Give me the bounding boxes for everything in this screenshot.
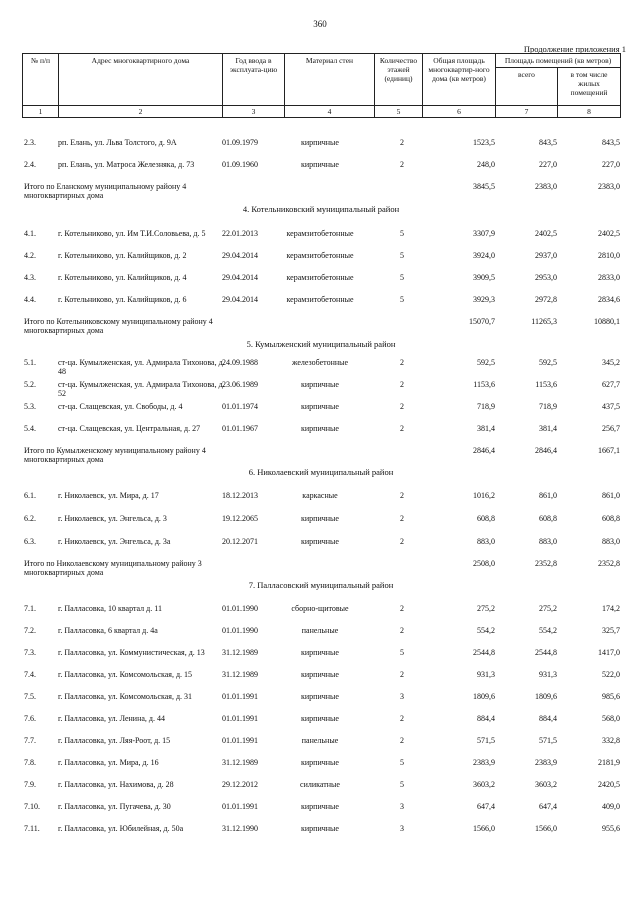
subtotal-premises-all: 2846,4	[535, 446, 557, 455]
row-floors: 2	[400, 514, 404, 523]
row-address: ст-ца. Слащевская, ул. Свободы, д. 4	[58, 402, 183, 411]
row-premises-living: 627,7	[602, 380, 620, 389]
table-row	[22, 604, 620, 626]
subtotal-premises-all: 11265,3	[531, 317, 557, 326]
row-year: 01.01.1991	[222, 714, 258, 723]
row-premises-all: 647,4	[539, 802, 557, 811]
row-material: керамзитобетонные	[286, 273, 354, 282]
subtotal-premises-all: 2352,8	[535, 559, 557, 568]
row-number: 7.3.	[24, 648, 36, 657]
row-address: ст-ца. Кумылженская, ул. Адмирала Тихонова, д. 52	[58, 380, 225, 398]
row-premises-all: 2937,0	[535, 251, 557, 260]
row-number: 7.8.	[24, 758, 36, 767]
row-premises-all: 2544,8	[535, 648, 557, 657]
row-year: 01.01.1974	[222, 402, 258, 411]
row-number: 7.9.	[24, 780, 36, 789]
table-row	[22, 424, 620, 446]
row-premises-all: 381,4	[539, 424, 557, 433]
row-address: г. Палласовка, ул. Юбилейная, д. 50а	[58, 824, 184, 833]
row-number: 2.4.	[24, 160, 36, 169]
row-number: 7.11.	[24, 824, 40, 833]
row-total-area: 571,5	[477, 736, 495, 745]
row-premises-living: 522,0	[602, 670, 620, 679]
row-address: г. Котельниково, ул. Калийщиков, д. 4	[58, 273, 187, 282]
row-number: 5.1.	[24, 358, 36, 367]
row-premises-all: 608,8	[539, 514, 557, 523]
row-total-area: 3924,0	[473, 251, 495, 260]
row-premises-all: 571,5	[539, 736, 557, 745]
row-total-area: 718,9	[477, 402, 495, 411]
row-address: г. Палласовка, ул. Ленина, д. 44	[58, 714, 165, 723]
subtotal-label: Итого по Еланскому муниципальному району 4 многоквартирных дома	[24, 182, 187, 200]
row-premises-living: 2834,6	[598, 295, 620, 304]
row-premises-living: 2810,0	[598, 251, 620, 260]
row-address: г. Николаевск, ул. Энгельса, д. 3	[58, 514, 167, 523]
subtotal-premises-all: 2383,0	[535, 182, 557, 191]
row-floors: 5	[400, 758, 404, 767]
row-material: кирпичные	[301, 758, 339, 767]
row-material: кирпичные	[301, 514, 339, 523]
row-year: 31.12.1989	[222, 670, 258, 679]
row-premises-all: 227,0	[539, 160, 557, 169]
row-premises-living: 2420,5	[598, 780, 620, 789]
row-number: 7.6.	[24, 714, 36, 723]
row-total-area: 381,4	[477, 424, 495, 433]
row-material: панельные	[301, 626, 339, 635]
row-total-area: 3603,2	[473, 780, 495, 789]
row-number: 4.4.	[24, 295, 36, 304]
header-num: 1	[23, 106, 59, 118]
row-address: г. Палласовка, ул. Комсомольская, д. 31	[58, 692, 193, 701]
row-total-area: 3929,3	[473, 295, 495, 304]
row-material: кирпичные	[301, 160, 339, 169]
row-address: г. Палласовка, ул. Нахимова, д. 28	[58, 780, 174, 789]
table-row	[22, 736, 620, 758]
row-address: г. Котельниково, ул. Им Т.И.Соловьева, д. 5	[58, 229, 206, 238]
section-heading: 7. Палласовский муниципальный район	[248, 580, 394, 590]
row-floors: 2	[400, 537, 404, 546]
subtotal-total-area: 2508,0	[473, 559, 495, 568]
row-material: кирпичные	[301, 537, 339, 546]
row-premises-living: 2402,5	[598, 229, 620, 238]
table-row	[22, 138, 620, 160]
section-heading: 4. Котельниковский муниципальный район	[242, 204, 400, 214]
table-row	[22, 824, 620, 846]
row-premises-all: 2402,5	[535, 229, 557, 238]
row-material: силикатные	[300, 780, 340, 789]
row-material: керамзитобетонные	[286, 229, 354, 238]
row-address: г. Котельниково, ул. Калийщиков, д. 6	[58, 295, 187, 304]
row-floors: 5	[400, 229, 404, 238]
header-num: 7	[496, 106, 558, 118]
section-heading: 5. Кумылженский муниципальный район	[246, 339, 396, 349]
row-year: 01.01.1991	[222, 692, 258, 701]
row-premises-living: 332,8	[602, 736, 620, 745]
row-premises-all: 884,4	[539, 714, 557, 723]
row-total-area: 931,3	[477, 670, 495, 679]
row-premises-living: 325,7	[602, 626, 620, 635]
row-premises-all: 1153,6	[535, 380, 557, 389]
row-premises-living: 843,5	[602, 138, 620, 147]
row-number: 7.1.	[24, 604, 36, 613]
row-premises-all: 275,2	[539, 604, 557, 613]
row-premises-all: 883,0	[539, 537, 557, 546]
header-col-premises-area: Площадь помещений (кв метров)	[496, 54, 621, 68]
row-total-area: 554,2	[477, 626, 495, 635]
row-total-area: 275,2	[477, 604, 495, 613]
row-total-area: 3307,9	[473, 229, 495, 238]
row-premises-living: 174,2	[602, 604, 620, 613]
row-floors: 2	[400, 160, 404, 169]
row-premises-all: 2953,0	[535, 273, 557, 282]
row-year: 29.12.2012	[222, 780, 258, 789]
row-floors: 2	[400, 491, 404, 500]
row-total-area: 2383,9	[473, 758, 495, 767]
table-row	[22, 626, 620, 648]
row-year: 01.01.1990	[222, 604, 258, 613]
row-total-area: 1016,2	[473, 491, 495, 500]
row-number: 7.10.	[24, 802, 40, 811]
subtotal-premises-living: 2352,8	[598, 559, 620, 568]
row-floors: 2	[400, 424, 404, 433]
row-number: 5.2.	[24, 380, 36, 389]
row-premises-living: 861,0	[602, 491, 620, 500]
row-material: керамзитобетонные	[286, 295, 354, 304]
row-floors: 5	[400, 648, 404, 657]
row-total-area: 1566,0	[473, 824, 495, 833]
row-total-area: 592,5	[477, 358, 495, 367]
table-row	[22, 514, 620, 536]
row-total-area: 647,4	[477, 802, 495, 811]
row-number: 2.3.	[24, 138, 36, 147]
row-material: кирпичные	[301, 402, 339, 411]
table-row	[22, 251, 620, 273]
row-premises-living: 1417,0	[598, 648, 620, 657]
row-floors: 5	[400, 295, 404, 304]
row-material: кирпичные	[301, 692, 339, 701]
table-row	[22, 537, 620, 559]
row-number: 5.4.	[24, 424, 36, 433]
header-col-number: № п/п	[23, 54, 59, 106]
row-address: г. Николаевск, ул. Энгельса, д. 3а	[58, 537, 171, 546]
row-material: кирпичные	[301, 380, 339, 389]
row-floors: 3	[400, 824, 404, 833]
header-num: 8	[558, 106, 621, 118]
row-address: ст-ца. Кумылженская, ул. Адмирала Тихонова, д. 48	[58, 358, 225, 376]
row-address: г. Николаевск, ул. Мира, д. 17	[58, 491, 159, 500]
row-number: 7.5.	[24, 692, 36, 701]
subtotal-total-area: 2846,4	[473, 446, 495, 455]
row-floors: 2	[400, 626, 404, 635]
row-premises-living: 2181,9	[598, 758, 620, 767]
table-row	[22, 295, 620, 317]
row-material: кирпичные	[301, 802, 339, 811]
row-premises-living: 568,0	[602, 714, 620, 723]
row-address: г. Палласовка, ул. Пугачева, д. 30	[58, 802, 171, 811]
table-row	[22, 229, 620, 251]
table-row	[22, 273, 620, 295]
row-year: 19.12.2065	[222, 514, 258, 523]
header-col-living: в том числе жилых помещений	[558, 68, 621, 106]
row-year: 24.09.1988	[222, 358, 258, 367]
subtotal-total-area: 15070,7	[469, 317, 495, 326]
row-address: г. Палласовка, ул. Комсомольская, д. 15	[58, 670, 193, 679]
row-material: кирпичные	[301, 424, 339, 433]
subtotal-total-area: 3845,5	[473, 182, 495, 191]
row-premises-living: 256,7	[602, 424, 620, 433]
row-material: каркасные	[302, 491, 338, 500]
table-row	[22, 648, 620, 670]
row-total-area: 1153,6	[473, 380, 495, 389]
row-floors: 3	[400, 802, 404, 811]
row-address: г. Палласовка, ул. Ляя-Роот, д. 15	[58, 736, 171, 745]
header-col-all: всего	[496, 68, 558, 106]
row-number: 5.3.	[24, 402, 36, 411]
row-number: 7.7.	[24, 736, 36, 745]
row-number: 6.1.	[24, 491, 36, 500]
row-floors: 2	[400, 380, 404, 389]
row-address: г. Палласовка, 10 квартал д. 11	[58, 604, 162, 613]
row-premises-all: 1809,6	[535, 692, 557, 701]
header-col-address: Адрес многоквартирного дома	[59, 54, 223, 106]
row-premises-all: 861,0	[539, 491, 557, 500]
header-num: 6	[423, 106, 496, 118]
subtotal-premises-living: 1667,1	[598, 446, 620, 455]
row-year: 18.12.2013	[222, 491, 258, 500]
continuation-label: Продолжение приложения 1	[523, 44, 626, 54]
row-premises-all: 3603,2	[535, 780, 557, 789]
row-material: кирпичные	[301, 670, 339, 679]
row-year: 01.09.1960	[222, 160, 258, 169]
row-year: 01.01.1990	[222, 626, 258, 635]
row-premises-living: 883,0	[602, 537, 620, 546]
row-address: г. Палласовка, ул. Мира, д. 16	[58, 758, 159, 767]
table-row	[22, 160, 620, 182]
header-num: 3	[223, 106, 285, 118]
subtotal-label: Итого по Кумылженскому муниципальному району 4 многоквартирных дома	[24, 446, 206, 464]
header-num: 4	[285, 106, 375, 118]
table-row	[22, 758, 620, 780]
row-total-area: 883,0	[477, 537, 495, 546]
page-number: 360	[313, 19, 327, 29]
subtotal-premises-living: 2383,0	[598, 182, 620, 191]
row-number: 6.2.	[24, 514, 36, 523]
row-material: панельные	[301, 736, 339, 745]
row-premises-all: 554,2	[539, 626, 557, 635]
row-number: 7.2.	[24, 626, 36, 635]
table-row	[22, 714, 620, 736]
table-row	[22, 780, 620, 802]
table-row	[22, 802, 620, 824]
row-floors: 2	[400, 670, 404, 679]
row-premises-living: 608,8	[602, 514, 620, 523]
row-material: железобетонные	[291, 358, 349, 367]
row-number: 4.1.	[24, 229, 36, 238]
table-row	[22, 670, 620, 692]
subtotal-label: Итого по Котельниковскому муниципальному району 4 многоквартирных дома	[24, 317, 213, 335]
row-material: кирпичные	[301, 714, 339, 723]
row-year: 29.04.2014	[222, 295, 258, 304]
table-row	[22, 380, 620, 402]
row-address: г. Палласовка, 6 квартал д. 4а	[58, 626, 158, 635]
row-number: 7.4.	[24, 670, 36, 679]
row-total-area: 2544,8	[473, 648, 495, 657]
row-floors: 5	[400, 780, 404, 789]
row-floors: 3	[400, 692, 404, 701]
row-premises-living: 409,0	[602, 802, 620, 811]
row-year: 29.04.2014	[222, 273, 258, 282]
row-material: кирпичные	[301, 648, 339, 657]
row-premises-living: 345,2	[602, 358, 620, 367]
row-year: 22.01.2013	[222, 229, 258, 238]
row-premises-all: 718,9	[539, 402, 557, 411]
row-floors: 2	[400, 604, 404, 613]
row-floors: 2	[400, 402, 404, 411]
row-address: г. Палласовка, ул. Коммунистическая, д. 13	[58, 648, 205, 657]
row-address: рп. Елань, ул. Матроса Железняка, д. 73	[58, 160, 195, 169]
row-year: 31.12.1989	[222, 648, 258, 657]
row-total-area: 3909,5	[473, 273, 495, 282]
row-total-area: 1809,6	[473, 692, 495, 701]
row-address: г. Котельниково, ул. Калийщиков, д. 2	[58, 251, 187, 260]
table-row	[22, 402, 620, 424]
row-address: ст-ца. Слащевская, ул. Центральная, д. 27	[58, 424, 201, 433]
row-year: 31.12.1989	[222, 758, 258, 767]
row-year: 01.01.1991	[222, 736, 258, 745]
row-material: керамзитобетонные	[286, 251, 354, 260]
row-floors: 5	[400, 273, 404, 282]
row-address: рп. Елань, ул. Льва Толстого, д. 9А	[58, 138, 177, 147]
row-premises-all: 1566,0	[535, 824, 557, 833]
row-floors: 2	[400, 736, 404, 745]
row-premises-all: 2383,9	[535, 758, 557, 767]
row-floors: 2	[400, 714, 404, 723]
table-row	[22, 358, 620, 380]
row-total-area: 608,8	[477, 514, 495, 523]
row-total-area: 884,4	[477, 714, 495, 723]
row-year: 01.01.1967	[222, 424, 258, 433]
row-premises-all: 843,5	[539, 138, 557, 147]
header-col-material: Материал стен	[285, 54, 375, 106]
subtotal-label: Итого по Николаевскому муниципальному району 3 многоквартирных дома	[24, 559, 202, 577]
row-floors: 5	[400, 251, 404, 260]
row-number: 6.3.	[24, 537, 36, 546]
row-premises-all: 592,5	[539, 358, 557, 367]
row-year: 23.06.1989	[222, 380, 258, 389]
row-number: 4.2.	[24, 251, 36, 260]
row-year: 01.01.1991	[222, 802, 258, 811]
table-row	[22, 491, 620, 513]
header-num: 2	[59, 106, 223, 118]
row-premises-living: 955,6	[602, 824, 620, 833]
row-premises-living: 437,5	[602, 402, 620, 411]
section-heading: 6. Николаевский муниципальный район	[248, 467, 394, 477]
header-col-total-area: Общая площадь многоквартир-ного дома (кв метров)	[423, 54, 496, 106]
row-premises-all: 2972,8	[535, 295, 557, 304]
header-num: 5	[375, 106, 423, 118]
row-premises-living: 985,6	[602, 692, 620, 701]
table-row	[22, 692, 620, 714]
row-premises-living: 227,0	[602, 160, 620, 169]
row-year: 20.12.2071	[222, 537, 258, 546]
row-year: 01.09.1979	[222, 138, 258, 147]
row-total-area: 1523,5	[473, 138, 495, 147]
row-year: 29.04.2014	[222, 251, 258, 260]
header-col-year: Год ввода в эксплуата-цию	[223, 54, 285, 106]
row-material: кирпичные	[301, 138, 339, 147]
row-premises-living: 2833,0	[598, 273, 620, 282]
subtotal-premises-living: 10880,1	[594, 317, 620, 326]
row-premises-all: 931,3	[539, 670, 557, 679]
row-material: сборно-щитовые	[291, 604, 349, 613]
row-floors: 2	[400, 138, 404, 147]
row-floors: 2	[400, 358, 404, 367]
header-col-floors: Количество этажей (единиц)	[375, 54, 423, 106]
row-total-area: 248,0	[477, 160, 495, 169]
row-year: 31.12.1990	[222, 824, 258, 833]
row-material: кирпичные	[301, 824, 339, 833]
table-header	[22, 53, 621, 118]
row-number: 4.3.	[24, 273, 36, 282]
